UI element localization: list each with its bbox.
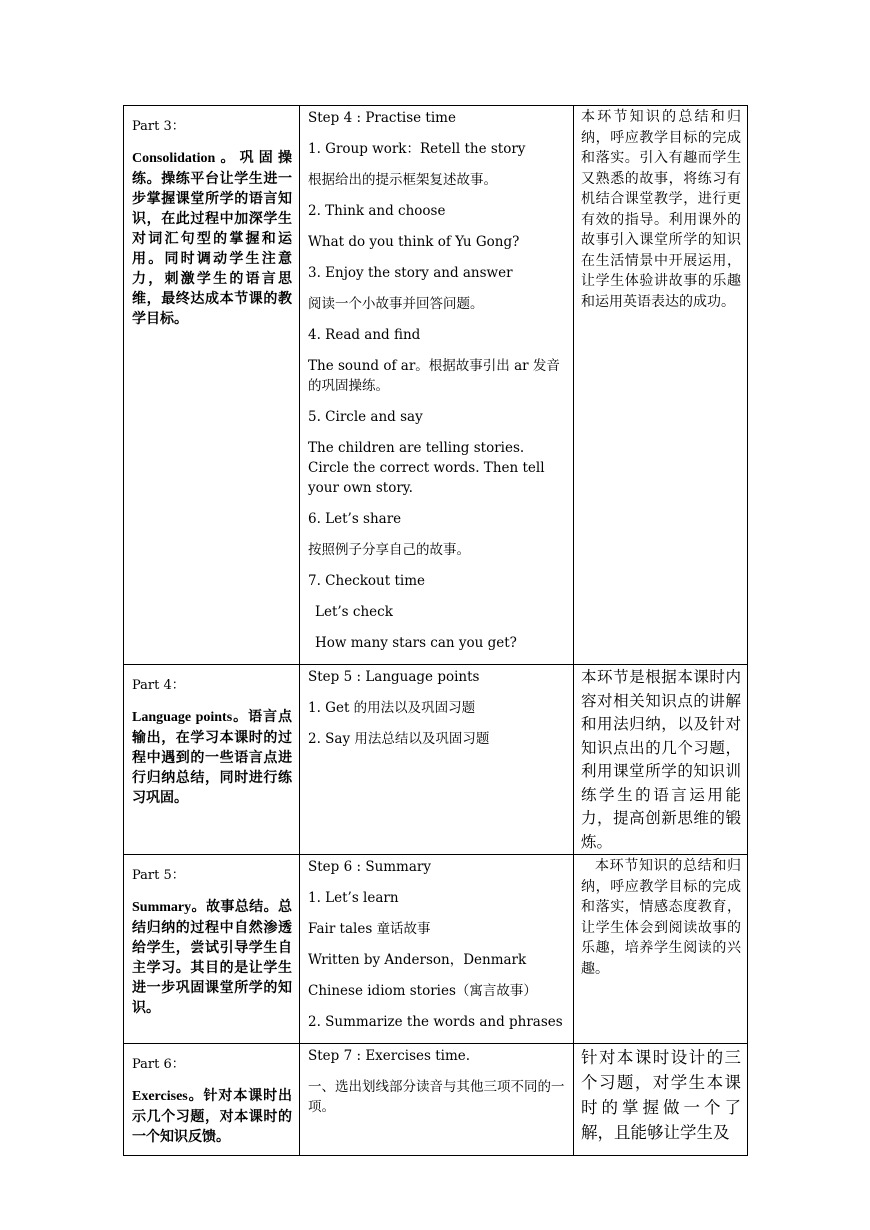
part-desc-text: 。巩固操练。操练平台让学生进一步掌握课堂所学的语言知识，在此过程中加深学生对词汇句型的掌握和运用。同时调动学生注意力，刺激学生的语言思维，最终达成本节课的教学目标。 — [132, 150, 292, 327]
part-label: Part 6： — [132, 1057, 185, 1072]
part-cell — [124, 665, 300, 855]
part-cell — [124, 855, 300, 1044]
step-line: 1. Group work：Retell the story — [308, 141, 526, 157]
step-line: 阅读一个小故事并回答问题。 — [308, 296, 484, 312]
part-cell — [124, 1044, 300, 1156]
step-line: 7. Checkout time — [308, 573, 425, 589]
table-row-part4 — [124, 665, 748, 855]
steps-cell — [300, 106, 574, 665]
step-line: 1. Get 的用法以及巩固习题 — [308, 700, 476, 716]
part-title: Consolidation — [132, 151, 216, 166]
step-line: How many stars can you get? — [315, 635, 517, 651]
part-label: Part 4： — [132, 678, 185, 693]
design-note: 针对本课时设计的三个习题，对学生本课时的掌握做一个了解，且能够让学生及 — [581, 1048, 741, 1142]
table-row-part5 — [124, 855, 748, 1044]
step-heading: Step 4 : Practise time — [308, 110, 456, 126]
table-row-part3 — [124, 106, 748, 665]
note-cell — [574, 1044, 748, 1156]
part-description — [132, 897, 292, 1018]
steps-cell — [300, 855, 574, 1044]
design-note: 本环节是根据本课时内容对相关知识点的讲解和用法归纳，以及针对知识点出的几个习题，利用课堂所学的知识训练学生的语言运用能力，提高创新思维的锻炼。 — [581, 668, 741, 851]
table-row-part6 — [124, 1044, 748, 1156]
step-line: 1. Let’s learn — [308, 890, 399, 906]
step-line: Written by Anderson，Denmark — [308, 952, 527, 968]
part-desc-text: 。故事总结。总结归纳的过程中自然渗透给学生，尝试引导学生自主学习。其目的是让学生进一步巩固课堂所学的知识。 — [132, 899, 292, 1016]
steps-cell — [300, 1044, 574, 1156]
step-line: 2. Think and choose — [308, 203, 446, 219]
part-title: Language points — [132, 710, 233, 725]
part-description — [132, 148, 292, 329]
part-desc-text: 。针对本课时出示几个习题，对本课时的一个知识反馈。 — [132, 1088, 292, 1145]
step-line: Fair tales 童话故事 — [308, 921, 431, 937]
step-line: 2. Summarize the words and phrases — [308, 1014, 563, 1030]
step-heading: Step 7 : Exercises time. — [308, 1048, 471, 1064]
part-description — [132, 707, 292, 808]
part-label: Part 3： — [132, 119, 185, 134]
steps-cell — [300, 665, 574, 855]
step-line: Chinese idiom stories（寓言故事） — [308, 983, 537, 999]
step-line: The children are telling stories. Circle the correct words. Then tell your own story. — [308, 440, 545, 496]
part-description — [132, 1086, 292, 1147]
part-title: Exercises — [132, 1089, 188, 1104]
note-cell — [574, 855, 748, 1044]
part-title: Summary — [132, 900, 192, 915]
step-line: The sound of ar。根据故事引出 ar 发音的巩固操练。 — [308, 358, 560, 394]
step-line: 根据给出的提示框架复述故事。 — [308, 172, 497, 188]
step-line: 3. Enjoy the story and answer — [308, 265, 513, 281]
lesson-plan-table — [123, 105, 748, 1156]
step-heading: Step 5 : Language points — [308, 669, 480, 685]
step-line: What do you think of Yu Gong? — [308, 234, 520, 250]
step-line: Let’s check — [315, 604, 393, 620]
note-cell — [574, 106, 748, 665]
step-line: 2. Say 用法总结以及巩固习题 — [308, 731, 490, 747]
part-desc-text: 。语言点输出，在学习本课时的过程中遇到的一些语言点进行归纳总结，同时进行练习巩固。 — [132, 709, 292, 806]
part-label: Part 5： — [132, 868, 185, 883]
step-line: 按照例子分享自己的故事。 — [308, 542, 470, 558]
step-line: 6. Let’s share — [308, 511, 402, 527]
step-line: 5. Circle and say — [308, 409, 423, 425]
design-note: 本环节知识的总结和归纳，呼应教学目标的完成和落实。引入有趣而学生又熟悉的故事，将练习有机结合课堂教学，进行更有效的指导。利用课外的故事引入课堂所学的知识在生活情景中开展运用，让学生体验讲故事的乐趣和运用英语表达的成功。 — [581, 109, 741, 310]
step-line: 4. Read and find — [308, 327, 421, 343]
step-line: 一、选出划线部分读音与其他三项不同的一项。 — [308, 1079, 565, 1115]
note-cell — [574, 665, 748, 855]
part-cell — [124, 106, 300, 665]
design-note: 本环节知识的总结和归纳，呼应教学目标的完成和落实，情感态度教育，让学生体会到阅读故事的乐趣，培养学生阅读的兴趣。 — [581, 858, 741, 977]
step-heading: Step 6 : Summary — [308, 859, 431, 875]
